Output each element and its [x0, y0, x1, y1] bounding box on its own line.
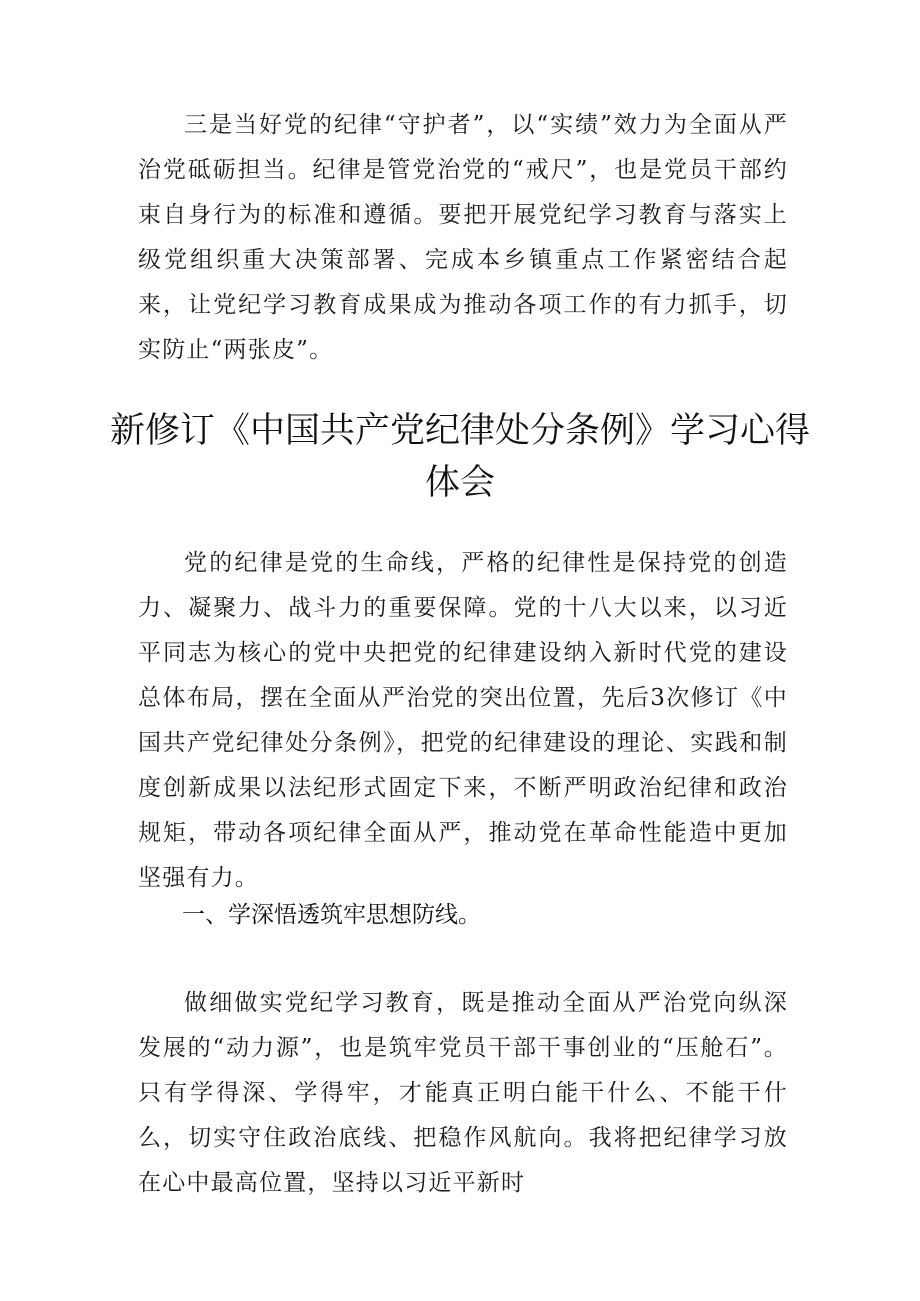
paragraph-guardian: 三是当好党的纪律“守护者”，以“实绩”效力为全面从严治党砥砺担当。纪律是管党治党的“戒尺”，也是党员干部约束自身行为的标准和遵循。要把开展党纪学习教育与落实上级党组织重大决策部署、完成本乡镇重点工作紧密结合起来，让党纪学习教育成果成为推动各项工作的有力抓手，切实防止“两张皮”。	[138, 112, 788, 363]
paragraph-discipline-lifeline: 党的纪律是党的生命线，严格的纪律性是保持党的创造力、凝聚力、战斗力的重要保障。党的十八大以来，以习近平同志为核心的党中央把党的纪律建设纳入新时代党的建设总体布局，摆在全面从严治党的突出位置，先后3次修订《中国共产党纪律处分条例》，把党的纪律建设的理论、实践和制度创新成果以法纪形式固定下来，不断严明政治纪律和政治规矩，带动各项纪律全面从严，推动党在革命性能造中更加坚强有力。	[138, 550, 788, 891]
section-heading: 一、学深悟透筑牢思想防线。	[182, 902, 481, 928]
paragraph-study-education: 做细做实党纪学习教育，既是推动全面从严治党向纵深发展的“动力源”，也是筑牢党员干部干事创业的“压舱石”。只有学得深、学得牢，才能真正明白能干什么、不能干什么，切实守住政治底线、把稳作风航向。我将把纪律学习放在心中最高位置，坚持以习近平新时	[138, 990, 788, 1196]
document-title: 新修订《中国共产党纪律处分条例》学习心得体会	[110, 411, 811, 503]
